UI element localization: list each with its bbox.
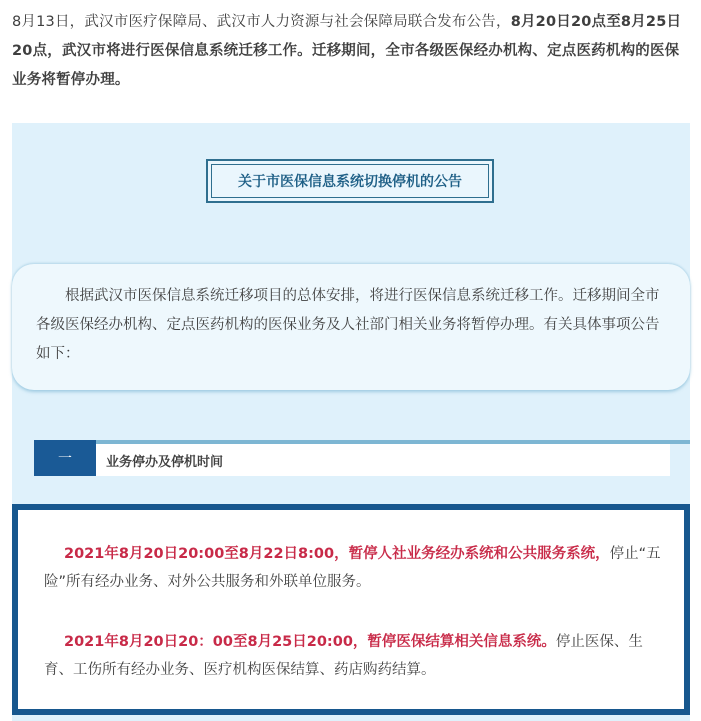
announcement-title-box — [206, 159, 494, 203]
section-header — [34, 440, 690, 476]
intro-prefix: 8月13日，武汉市医疗保障局、武汉市人力资源与社会保障局联合发布公告， — [12, 14, 511, 30]
intro-bold: 8月20日20点至8月25日20点，武汉市将进行医保信息系统迁移工作。迁移期间，全市各级医保经办机构、定点医药机构的医保业务将暂停办理。 — [12, 14, 682, 88]
notice-item-2-text: 停止医保、生育、工伤所有经办业务、医疗机构医保结算、药店购药结算。 — [44, 634, 643, 678]
section-number: 一 — [34, 440, 96, 476]
section-title: 业务停办及停机时间 — [96, 444, 670, 476]
notice-item-2 — [44, 628, 664, 684]
notice-item-2-highlight: 2021年8月20日20：00至8月25日20:00，暂停医保结算相关信息系统。 — [64, 634, 556, 650]
summary-card — [12, 264, 690, 390]
announcement-title: 关于市医保信息系统切换停机的公告 — [211, 164, 489, 198]
notice-box — [12, 504, 690, 715]
intro-paragraph — [12, 8, 692, 95]
summary-text: 根据武汉市医保信息系统迁移项目的总体安排，将进行医保信息系统迁移工作。迁移期间全市各级医保经办机构、定点医药机构的医保业务及人社部门相关业务将暂停办理。有关具体事项公告如下： — [36, 288, 660, 362]
notice-item-1-highlight: 2021年8月20日20:00至8月22日8:00，暂停人社业务经办系统和公共服务系统， — [64, 546, 610, 562]
notice-item-1-text: 停止“五险”所有经办业务、对外公共服务和外联单位服务。 — [44, 546, 661, 590]
notice-item-1 — [44, 540, 664, 596]
